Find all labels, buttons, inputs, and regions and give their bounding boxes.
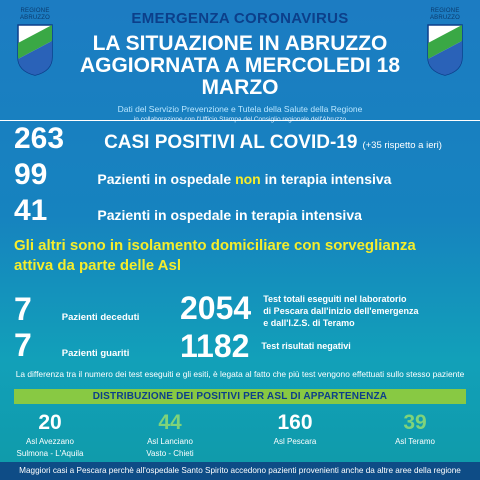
- isolation-note: [14, 236, 464, 276]
- crest-label: REGIONE ABRUZZO: [19, 8, 51, 21]
- hospitalized-label: [97, 171, 391, 187]
- abruzzo-crest-icon: [16, 23, 54, 77]
- subtitle: Dati del Servizio Prevenzione e Tutela della Salute della Regione: [117, 104, 363, 114]
- asl-teramo: [365, 411, 465, 447]
- deceased-label: Pazienti deceduti: [61, 312, 140, 323]
- asl-count: 160: [277, 411, 313, 434]
- positive-count: 263: [14, 122, 65, 155]
- footer-note: Maggiori casi a Pescara perchè all'ospedale Santo Spirito accedono pazienti provenienti anche da altre aree della regione: [0, 462, 480, 480]
- positive-label: CASI POSITIVI AL COVID-19: [104, 132, 358, 153]
- positive-cases-row: [14, 124, 442, 154]
- asl-name-2: Sulmona - L'Aquila: [16, 449, 84, 458]
- deceased-count: 7: [14, 291, 32, 327]
- asl-count: 39: [403, 411, 427, 434]
- page-title: [60, 33, 420, 99]
- recovered-count: 7: [14, 327, 32, 363]
- total-tests: [180, 292, 419, 329]
- deceased-row: [14, 291, 140, 327]
- hospitalized-count: 99: [14, 158, 48, 191]
- recovered-label: Pazienti guariti: [61, 348, 130, 359]
- asl-count: 44: [158, 411, 182, 434]
- total-tests-line-3: e dall'I.Z.S. di Teramo: [263, 318, 355, 328]
- hospitalized-label-b: in terapia intensiva: [260, 171, 392, 187]
- asl-count: 20: [38, 411, 62, 434]
- hospitalized-label-non: non: [235, 171, 261, 187]
- total-tests-line-1: Test totali eseguiti nel laboratorio: [263, 294, 407, 304]
- header: [60, 10, 420, 123]
- positive-delta: (+35 rispetto a ieri): [362, 140, 442, 151]
- hospitalized-label-a: Pazienti in ospedale: [97, 171, 236, 187]
- abruzzo-crest-icon: [426, 23, 464, 77]
- total-tests-label: [263, 293, 418, 329]
- recovered-row: [14, 327, 130, 363]
- total-tests-count: 2054: [180, 290, 252, 326]
- title-line-1: LA SITUAZIONE IN ABRUZZO: [92, 32, 388, 55]
- asl-name-2: Vasto - Chieti: [146, 449, 194, 458]
- negative-tests-label: Test risultati negativi: [261, 341, 351, 351]
- isolation-line-1: Gli altri sono in isolamento domiciliare con sorveglianza: [14, 237, 416, 254]
- region-crest-right: [424, 8, 466, 80]
- icu-label: Pazienti in ospedale in terapia intensiva: [97, 207, 362, 223]
- asl-name-1: Asl Teramo: [395, 437, 435, 446]
- icu-count: 41: [14, 194, 48, 227]
- region-crest-left: [14, 8, 56, 80]
- total-tests-line-2: di Pescara dall'inizio dell'emergenza: [263, 306, 419, 316]
- negative-tests-count: 1182: [180, 328, 250, 364]
- icu-row: [14, 196, 362, 226]
- asl-name-1: Asl Pescara: [273, 437, 317, 446]
- tests-note: La differenza tra il numero dei test eseguiti e gli esiti, è legata al fatto che più test vengono effettuati sullo stesso paziente: [15, 369, 465, 379]
- asl-avezzano: [0, 411, 100, 459]
- hospitalized-row: [14, 160, 391, 190]
- divider: [0, 120, 480, 121]
- emergency-heading: EMERGENZA CORONAVIRUS: [131, 10, 349, 27]
- asl-name-1: Asl Lanciano: [147, 437, 193, 446]
- negative-tests: [180, 330, 351, 362]
- isolation-line-2: attiva da parte delle Asl: [14, 257, 182, 274]
- distribution-title: DISTRIBUZIONE DEI POSITIVI PER ASL DI APPARTENENZA: [14, 389, 466, 404]
- asl-lanciano: [120, 411, 220, 459]
- title-line-2: AGGIORNATA A MERCOLEDI 18 MARZO: [79, 54, 401, 99]
- asl-pescara: [245, 411, 345, 447]
- asl-name-1: Asl Avezzano: [26, 437, 74, 446]
- crest-label: REGIONE ABRUZZO: [429, 8, 461, 21]
